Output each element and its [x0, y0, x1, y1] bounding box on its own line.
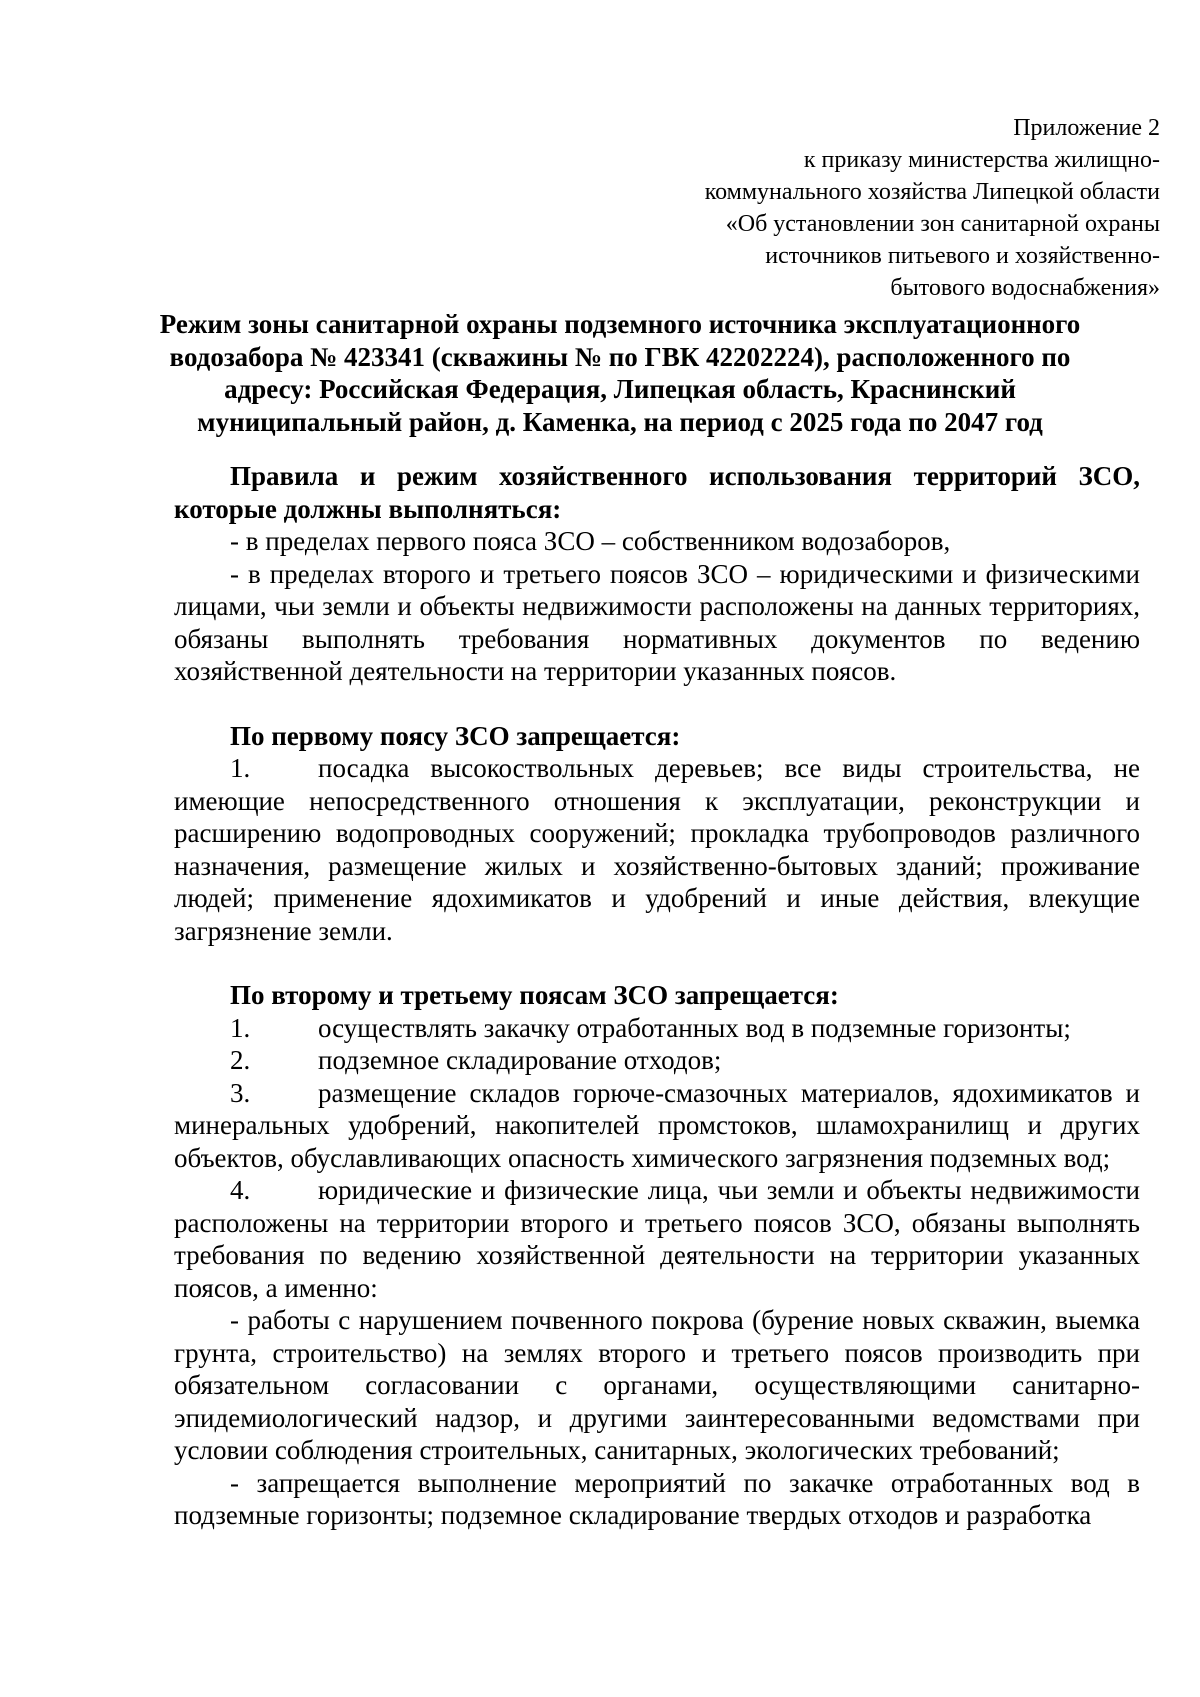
appendix-line: к приказу министерства жилищно- — [803, 147, 1160, 173]
spacer — [174, 688, 1140, 720]
zone23-item — [174, 1044, 1140, 1077]
appendix-line: бытового водоснабжения» — [890, 275, 1160, 301]
appendix-line: «Об установлении зон санитарной охраны — [725, 211, 1160, 237]
appendix-line: коммунального хозяйства Липецкой области — [704, 179, 1160, 205]
item-number: 4. — [230, 1175, 251, 1205]
zone23-item — [174, 1012, 1140, 1045]
zone23-item — [174, 1077, 1140, 1175]
item-text: посадка высокоствольных деревьев; все виды строительства, не имеющие непосредственного отношения к эксплуатации, реконструкции и расширению водопроводных сооружений; прокладка трубопроводов различного назначения, размещение жилых и хозяйственно-бытовых зданий; проживание людей; применение ядохимикатов и удобрений и иные действия, влекущие загрязнение земли. — [174, 753, 1140, 946]
document-title: Режим зоны санитарной охраны подземного источника эксплуатационного водозабора № 423341 (скважины № по ГВК 42202224), расположенного по адресу: Российская Федерация, Липецкая область, Краснинский муниципальный район, д. Каменка, на период с 2025 года по 2047 год — [159, 309, 1081, 437]
zone23-subitem: - запрещается выполнение мероприятий по закачке отработанных вод в подземные горизонты; подземное складирование твердых отходов и разработка — [174, 1467, 1140, 1530]
item-number: 1. — [230, 753, 251, 783]
appendix-line: Приложение 2 — [1013, 115, 1160, 141]
zone23-subitem: - работы с нарушением почвенного покрова (бурение новых скважин, выемка грунта, строительство) на землях второго и третьего поясов производить при обязательном согласовании с органами, осуществляющими санитарно-эпидемиологический надзор, и другими заинтересованными ведомствами при условии соблюдения строительных, санитарных, экологических требований; — [174, 1305, 1140, 1465]
item-text: юридические и физические лица, чьи земли и объекты недвижимости расположены на территории второго и третьего поясов ЗСО, обязаны выполнять требования по ведению хозяйственной деятельности на территории указанных поясов, а именно: — [174, 1175, 1140, 1303]
rules-item: - в пределах второго и третьего поясов ЗСО – юридическими и физическими лицами, чьи земли и объекты недвижимости расположены на данных территориях, обязаны выполнять требования нормативных документов по ведению хозяйственной деятельности на территории указанных поясов. — [174, 558, 1140, 686]
item-text: подземное складирование отходов; — [318, 1045, 722, 1075]
item-text: размещение складов горюче-смазочных материалов, ядохимикатов и минеральных удобрений, накопителей промстоков, шламохранилищ и других объектов, обуславливающих опасность химического загрязнения подземных вод; — [174, 1077, 1140, 1173]
appendix-line: источников питьевого и хозяйственно- — [765, 243, 1160, 269]
item-number: 3. — [230, 1077, 251, 1108]
zone23-heading: По второму и третьему поясам ЗСО запрещается: — [230, 980, 839, 1010]
item-text: осуществлять закачку отработанных вод в подземные горизонты; — [318, 1012, 1071, 1043]
zone23-item — [174, 1174, 1140, 1304]
appendix-header — [560, 112, 1160, 304]
spacer — [174, 947, 1140, 979]
rules-heading: Правила и режим хозяйственного использования территорий ЗСО, которые должны выполняться: — [174, 461, 1140, 524]
document-body — [174, 460, 1140, 1532]
item-number: 2. — [230, 1045, 251, 1075]
zone1-heading: По первому поясу ЗСО запрещается: — [230, 720, 681, 751]
item-number: 1. — [230, 1012, 251, 1043]
zone1-item — [174, 752, 1140, 947]
rules-item: - в пределах первого пояса ЗСО – собственником водозаборов, — [230, 526, 951, 556]
